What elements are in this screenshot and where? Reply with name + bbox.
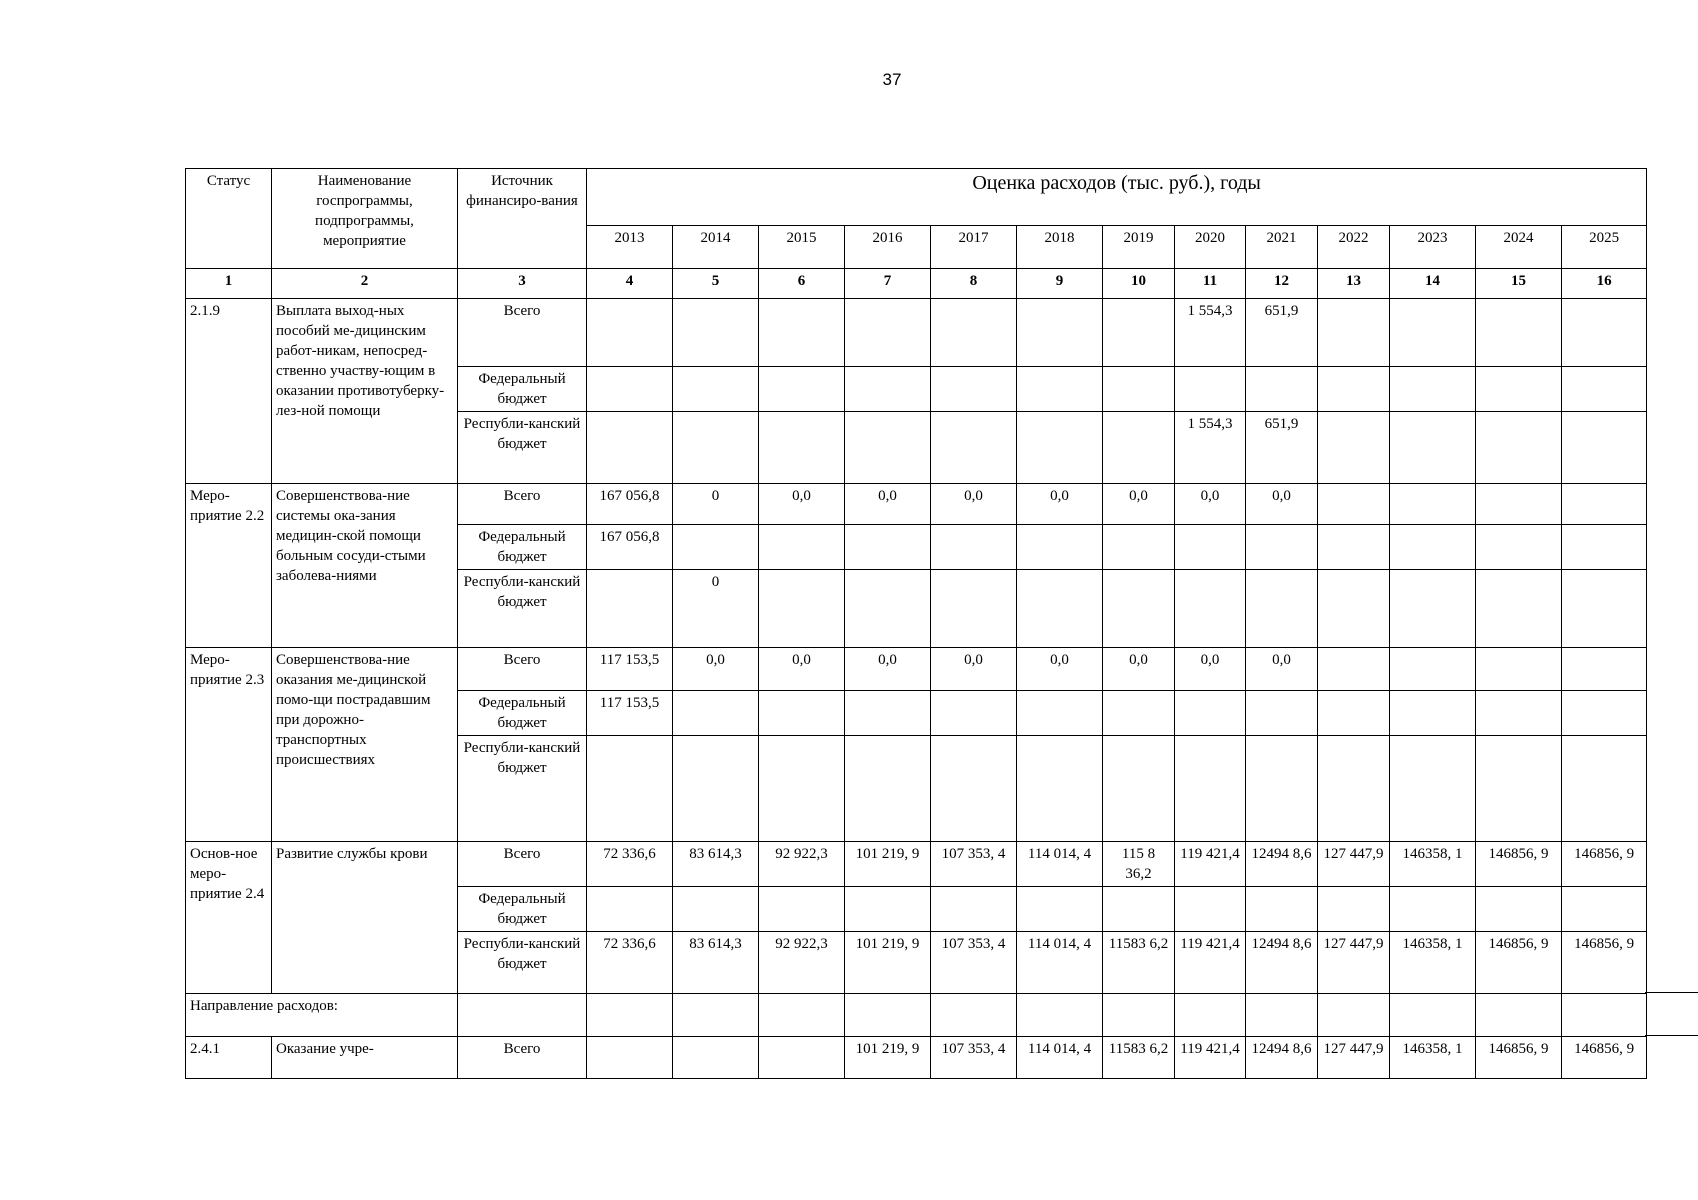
value-cell: [1246, 367, 1318, 412]
value-cell: [759, 367, 845, 412]
funding-source-cell: Республи-канский бюджет: [458, 412, 587, 484]
column-number: 10: [1103, 269, 1175, 299]
value-cell: [1390, 570, 1476, 648]
column-number: 14: [1390, 269, 1476, 299]
value-cell: [931, 691, 1017, 736]
year-header: 2019: [1103, 226, 1175, 269]
year-header: 2021: [1246, 226, 1318, 269]
column-number: 4: [587, 269, 673, 299]
value-cell: 0: [673, 484, 759, 525]
header-source: Источник финансиро-вания: [458, 169, 587, 269]
value-cell: [673, 736, 759, 842]
empty-cell: [1103, 994, 1175, 1037]
value-cell: [759, 412, 845, 484]
value-cell: 127 447,9: [1318, 842, 1390, 887]
value-cell: 0,0: [1103, 648, 1175, 691]
direction-label: Направление расходов:: [186, 994, 458, 1037]
value-cell: [1246, 887, 1318, 932]
empty-cell: [1017, 994, 1103, 1037]
value-cell: [673, 525, 759, 570]
value-cell: 119 421,4: [1175, 1037, 1246, 1079]
year-header: 2014: [673, 226, 759, 269]
value-cell: [759, 299, 845, 367]
value-cell: [1390, 412, 1476, 484]
value-cell: [759, 570, 845, 648]
value-cell: 0: [673, 570, 759, 648]
value-cell: [1390, 484, 1476, 525]
value-cell: [1476, 691, 1562, 736]
empty-cell: [673, 994, 759, 1037]
table-row: [186, 484, 1647, 525]
value-cell: [1318, 525, 1390, 570]
value-cell: [1562, 887, 1647, 932]
value-cell: [1318, 570, 1390, 648]
value-cell: 146358, 1: [1390, 842, 1476, 887]
value-cell: 146856, 9: [1476, 932, 1562, 994]
value-cell: 0,0: [759, 484, 845, 525]
value-cell: [1246, 525, 1318, 570]
value-cell: [1017, 887, 1103, 932]
year-header: 2022: [1318, 226, 1390, 269]
header-status: Статус: [186, 169, 272, 269]
value-cell: [1476, 648, 1562, 691]
value-cell: [1017, 367, 1103, 412]
value-cell: [1103, 367, 1175, 412]
value-cell: [1318, 367, 1390, 412]
value-cell: 146358, 1: [1390, 932, 1476, 994]
empty-cell: [1562, 994, 1647, 1037]
program-name-cell: Выплата выход-ных пособий ме-дицинским работ-никам, непосред-ственно участву-ющим в оказании противотуберку-лез-ной помощи: [272, 299, 458, 484]
empty-cell: [1318, 994, 1390, 1037]
status-cell: Меро-приятие 2.2: [186, 484, 272, 648]
value-cell: [1318, 648, 1390, 691]
value-cell: 127 447,9: [1318, 932, 1390, 994]
value-cell: [931, 570, 1017, 648]
value-cell: [1390, 648, 1476, 691]
value-cell: 117 153,5: [587, 691, 673, 736]
value-cell: [1390, 887, 1476, 932]
value-cell: [1476, 525, 1562, 570]
value-cell: [1246, 736, 1318, 842]
value-cell: 1 554,3: [1175, 412, 1246, 484]
status-cell: Меро-приятие 2.3: [186, 648, 272, 842]
year-header: 2017: [931, 226, 1017, 269]
value-cell: 117 153,5: [587, 648, 673, 691]
value-cell: 146856, 9: [1562, 932, 1647, 994]
table-row: [186, 648, 1647, 691]
value-cell: [845, 691, 931, 736]
funding-source-cell: Всего: [458, 842, 587, 887]
table-row: [186, 1037, 1647, 1079]
value-cell: [845, 412, 931, 484]
year-header: 2025: [1562, 226, 1647, 269]
table-row: [186, 299, 1647, 367]
funding-source-cell: Всего: [458, 648, 587, 691]
empty-cell: [845, 994, 931, 1037]
value-cell: [673, 691, 759, 736]
value-cell: [759, 691, 845, 736]
empty-cell: [1175, 994, 1246, 1037]
empty-cell: [1246, 994, 1318, 1037]
value-cell: 11583 6,2: [1103, 932, 1175, 994]
value-cell: [1103, 887, 1175, 932]
column-number: 8: [931, 269, 1017, 299]
program-name-cell: Совершенствова-ние системы ока-зания медицин-ской помощи больным сосуди-стыми заболева-ниями: [272, 484, 458, 648]
value-cell: [1562, 736, 1647, 842]
value-cell: [587, 367, 673, 412]
value-cell: 72 336,6: [587, 842, 673, 887]
funding-source-cell: Республи-канский бюджет: [458, 570, 587, 648]
value-cell: 83 614,3: [673, 932, 759, 994]
value-cell: 107 353, 4: [931, 932, 1017, 994]
value-cell: 146856, 9: [1562, 1037, 1647, 1079]
value-cell: [673, 887, 759, 932]
value-cell: 114 014, 4: [1017, 932, 1103, 994]
value-cell: [673, 1037, 759, 1079]
value-cell: [1103, 736, 1175, 842]
value-cell: [931, 887, 1017, 932]
value-cell: [1476, 570, 1562, 648]
value-cell: [587, 736, 673, 842]
header-estimate: Оценка расходов (тыс. руб.), годы: [587, 169, 1647, 226]
value-cell: 83 614,3: [673, 842, 759, 887]
empty-cell: [587, 994, 673, 1037]
value-cell: 1 554,3: [1175, 299, 1246, 367]
value-cell: [1562, 525, 1647, 570]
value-cell: [1318, 484, 1390, 525]
column-number: 5: [673, 269, 759, 299]
year-header: 2024: [1476, 226, 1562, 269]
value-cell: 119 421,4: [1175, 932, 1246, 994]
value-cell: [1017, 299, 1103, 367]
funding-source-cell: Всего: [458, 1037, 587, 1079]
value-cell: [1318, 299, 1390, 367]
value-cell: 167 056,8: [587, 525, 673, 570]
value-cell: [1175, 887, 1246, 932]
value-cell: 72 336,6: [587, 932, 673, 994]
value-cell: [587, 1037, 673, 1079]
funding-source-cell: Всего: [458, 299, 587, 367]
value-cell: [1103, 570, 1175, 648]
value-cell: 0,0: [1175, 648, 1246, 691]
value-cell: [1175, 367, 1246, 412]
value-cell: 146358, 1: [1390, 1037, 1476, 1079]
value-cell: [673, 367, 759, 412]
value-cell: 12494 8,6: [1246, 842, 1318, 887]
value-cell: [1390, 367, 1476, 412]
year-header: 2018: [1017, 226, 1103, 269]
value-cell: 0,0: [1017, 648, 1103, 691]
year-header: 2023: [1390, 226, 1476, 269]
value-cell: [845, 367, 931, 412]
empty-cell: [1476, 994, 1562, 1037]
value-cell: [1390, 299, 1476, 367]
program-name-cell: Совершенствова-ние оказания ме-дицинской помо-щи пострадавшим при дорожно-транспортных происшествиях: [272, 648, 458, 842]
value-cell: 0,0: [1246, 648, 1318, 691]
value-cell: [1318, 887, 1390, 932]
value-cell: [587, 412, 673, 484]
value-cell: 0,0: [845, 484, 931, 525]
value-cell: [587, 887, 673, 932]
value-cell: [1246, 570, 1318, 648]
value-cell: [587, 299, 673, 367]
value-cell: [931, 367, 1017, 412]
value-cell: [1562, 570, 1647, 648]
value-cell: [1318, 736, 1390, 842]
overflow-rule: [1645, 992, 1698, 993]
column-number: 16: [1562, 269, 1647, 299]
value-cell: [1476, 367, 1562, 412]
value-cell: [1103, 412, 1175, 484]
year-header: 2020: [1175, 226, 1246, 269]
funding-source-cell: Всего: [458, 484, 587, 525]
value-cell: 0,0: [1246, 484, 1318, 525]
value-cell: [1562, 367, 1647, 412]
value-cell: 0,0: [759, 648, 845, 691]
value-cell: [759, 1037, 845, 1079]
value-cell: [931, 736, 1017, 842]
value-cell: 0,0: [931, 648, 1017, 691]
value-cell: [759, 525, 845, 570]
program-name-cell: Оказание учре-: [272, 1037, 458, 1079]
value-cell: 12494 8,6: [1246, 932, 1318, 994]
value-cell: [1562, 484, 1647, 525]
value-cell: [845, 299, 931, 367]
value-cell: [1017, 570, 1103, 648]
value-cell: 107 353, 4: [931, 1037, 1017, 1079]
page-number: 37: [882, 70, 902, 89]
funding-source-cell: Федеральный бюджет: [458, 691, 587, 736]
value-cell: [1562, 299, 1647, 367]
value-cell: [1562, 691, 1647, 736]
year-header: 2016: [845, 226, 931, 269]
value-cell: 92 922,3: [759, 842, 845, 887]
value-cell: [1390, 691, 1476, 736]
value-cell: 0,0: [1103, 484, 1175, 525]
value-cell: [931, 299, 1017, 367]
value-cell: [1562, 648, 1647, 691]
table-row: [186, 994, 1647, 1037]
value-cell: [845, 570, 931, 648]
funding-source-cell: Федеральный бюджет: [458, 887, 587, 932]
value-cell: [1476, 299, 1562, 367]
value-cell: 107 353, 4: [931, 842, 1017, 887]
value-cell: [1017, 412, 1103, 484]
value-cell: 167 056,8: [587, 484, 673, 525]
value-cell: 0,0: [673, 648, 759, 691]
value-cell: [1017, 736, 1103, 842]
header-name: Наименование госпрограммы, подпрограммы, мероприятие: [272, 169, 458, 269]
column-number: 15: [1476, 269, 1562, 299]
value-cell: [1103, 691, 1175, 736]
value-cell: [759, 736, 845, 842]
value-cell: 11583 6,2: [1103, 1037, 1175, 1079]
value-cell: 127 447,9: [1318, 1037, 1390, 1079]
value-cell: 651,9: [1246, 299, 1318, 367]
value-cell: [1017, 691, 1103, 736]
funding-source-cell: Республи-канский бюджет: [458, 736, 587, 842]
value-cell: 651,9: [1246, 412, 1318, 484]
table-row: [186, 842, 1647, 887]
column-number: 1: [186, 269, 272, 299]
value-cell: 101 219, 9: [845, 932, 931, 994]
value-cell: [1476, 484, 1562, 525]
value-cell: 146856, 9: [1562, 842, 1647, 887]
funding-source-cell: Федеральный бюджет: [458, 525, 587, 570]
value-cell: 0,0: [845, 648, 931, 691]
value-cell: [1476, 887, 1562, 932]
column-number: 11: [1175, 269, 1246, 299]
value-cell: [673, 299, 759, 367]
column-number: 6: [759, 269, 845, 299]
column-number: 9: [1017, 269, 1103, 299]
value-cell: 0,0: [1017, 484, 1103, 525]
value-cell: [1318, 412, 1390, 484]
program-name-cell: Развитие службы крови: [272, 842, 458, 994]
value-cell: [1017, 525, 1103, 570]
value-cell: [845, 887, 931, 932]
value-cell: [1476, 412, 1562, 484]
value-cell: [845, 525, 931, 570]
funding-source-cell: Республи-канский бюджет: [458, 932, 587, 994]
value-cell: [931, 525, 1017, 570]
value-cell: [1562, 412, 1647, 484]
value-cell: [759, 887, 845, 932]
status-cell: Основ-ное меро-приятие 2.4: [186, 842, 272, 994]
expenditure-table: [185, 168, 1647, 1079]
status-cell: 2.4.1: [186, 1037, 272, 1079]
value-cell: [1103, 299, 1175, 367]
column-number: 3: [458, 269, 587, 299]
value-cell: 0,0: [931, 484, 1017, 525]
value-cell: [845, 736, 931, 842]
value-cell: 146856, 9: [1476, 842, 1562, 887]
value-cell: [673, 412, 759, 484]
value-cell: [1318, 691, 1390, 736]
value-cell: 114 014, 4: [1017, 842, 1103, 887]
value-cell: 101 219, 9: [845, 1037, 931, 1079]
value-cell: [587, 570, 673, 648]
value-cell: [931, 412, 1017, 484]
column-number: 13: [1318, 269, 1390, 299]
status-cell: 2.1.9: [186, 299, 272, 484]
value-cell: 0,0: [1175, 484, 1246, 525]
column-number: 2: [272, 269, 458, 299]
overflow-rule: [1645, 1035, 1698, 1036]
value-cell: [1175, 525, 1246, 570]
value-cell: [1390, 736, 1476, 842]
value-cell: 114 014, 4: [1017, 1037, 1103, 1079]
year-header: 2013: [587, 226, 673, 269]
value-cell: 101 219, 9: [845, 842, 931, 887]
column-number: 12: [1246, 269, 1318, 299]
value-cell: [1390, 525, 1476, 570]
empty-cell: [931, 994, 1017, 1037]
value-cell: [1175, 570, 1246, 648]
value-cell: 92 922,3: [759, 932, 845, 994]
value-cell: 119 421,4: [1175, 842, 1246, 887]
value-cell: [1175, 736, 1246, 842]
empty-cell: [759, 994, 845, 1037]
empty-cell: [1390, 994, 1476, 1037]
year-header: 2015: [759, 226, 845, 269]
value-cell: 12494 8,6: [1246, 1037, 1318, 1079]
value-cell: [1175, 691, 1246, 736]
value-cell: [1103, 525, 1175, 570]
value-cell: [1246, 691, 1318, 736]
column-number: 7: [845, 269, 931, 299]
funding-source-cell: Федеральный бюджет: [458, 367, 587, 412]
value-cell: [1476, 736, 1562, 842]
empty-cell: [458, 994, 587, 1037]
value-cell: 146856, 9: [1476, 1037, 1562, 1079]
value-cell: 115 8 36,2: [1103, 842, 1175, 887]
